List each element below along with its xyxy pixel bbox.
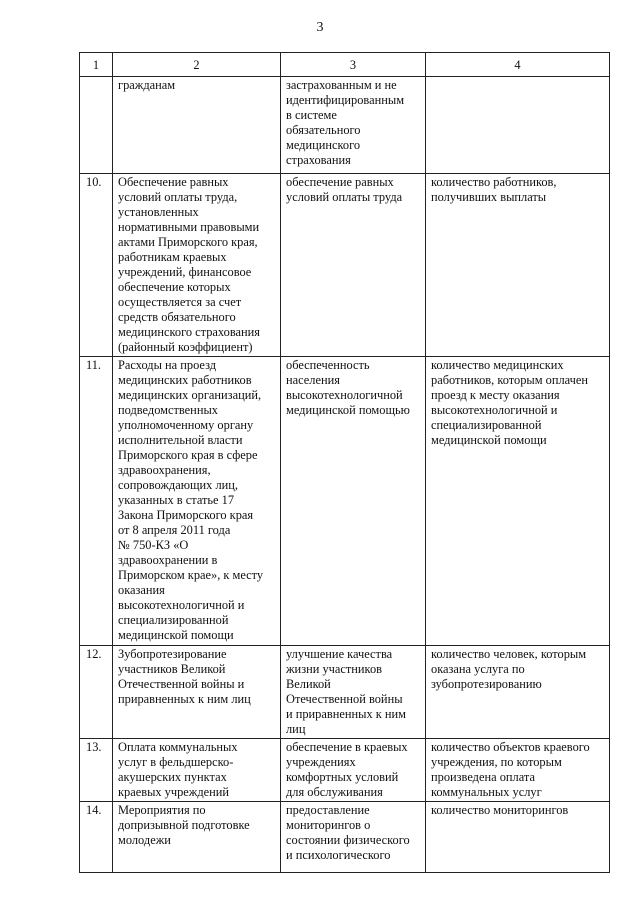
cell-text-line: № 750-КЗ «О bbox=[118, 538, 189, 552]
table-row bbox=[80, 174, 610, 357]
cell-text-line: состоянии физического bbox=[286, 833, 410, 847]
cell-text-line: Оплата коммунальных bbox=[118, 740, 238, 754]
cell-text-line: работников, которым оплачен bbox=[431, 373, 589, 387]
cell-c2 bbox=[113, 802, 281, 873]
cell-text-line: Закона Приморского края bbox=[118, 508, 254, 522]
cell-text-line: осуществляется за счет bbox=[118, 295, 242, 309]
header-col-3: 3 bbox=[281, 53, 426, 77]
cell-text-line: медицинской помощи bbox=[431, 433, 547, 447]
cell-c4 bbox=[426, 646, 610, 739]
cell-text-line: средств обязательного bbox=[118, 310, 236, 324]
cell-text-line: и приравненных к ним bbox=[286, 707, 406, 721]
cell-text-line: медицинского bbox=[286, 138, 361, 152]
cell-text-line: количество мониторингов bbox=[431, 803, 569, 817]
cell-text-line: Мероприятия по bbox=[118, 803, 206, 817]
cell-text-line: уполномоченному органу bbox=[118, 418, 254, 432]
cell-text-line: мониторингов о bbox=[286, 818, 371, 832]
header-col-1: 1 bbox=[80, 53, 113, 77]
cell-text-line: Обеспечение равных bbox=[118, 175, 229, 189]
cell-text-line: количество объектов краевого bbox=[431, 740, 590, 754]
cell-c3 bbox=[281, 174, 426, 357]
cell-text-line: медицинской помощи bbox=[118, 628, 234, 642]
row-number: 14. bbox=[80, 802, 113, 873]
cell-text-line: здравоохранения, bbox=[118, 463, 211, 477]
cell-text-line: проезд к месту оказания bbox=[431, 388, 560, 402]
cell-c3 bbox=[281, 357, 426, 646]
cell-text-line: получивших выплаты bbox=[431, 190, 547, 204]
cell-c3 bbox=[281, 802, 426, 873]
cell-text-line: произведена оплата bbox=[431, 770, 535, 784]
cell-text-line: высокотехнологичной и bbox=[431, 403, 558, 417]
cell-text-line: акушерских пунктах bbox=[118, 770, 227, 784]
cell-c4 bbox=[426, 357, 610, 646]
cell-text-line: условий оплаты труда bbox=[286, 190, 403, 204]
cell-text-line: количество человек, которым bbox=[431, 647, 587, 661]
cell-text-line: от 8 апреля 2011 года bbox=[118, 523, 231, 537]
cell-text-line: обязательного bbox=[286, 123, 361, 137]
cell-c4 bbox=[426, 739, 610, 802]
cell-c4 bbox=[426, 77, 610, 174]
cell-text-line: жизни участников bbox=[286, 662, 382, 676]
cell-text-line: допризывной подготовке bbox=[118, 818, 250, 832]
cell-text-line: Приморского края в сфере bbox=[118, 448, 258, 462]
cell-text-line: застрахованным и не bbox=[286, 78, 397, 92]
cell-text-line: участников Великой bbox=[118, 662, 226, 676]
document-table bbox=[79, 52, 610, 873]
cell-text-line: Отечественной войны и bbox=[118, 677, 245, 691]
cell-text-line: Зубопротезирование bbox=[118, 647, 227, 661]
cell-text-line: медицинского страхования bbox=[118, 325, 260, 339]
cell-text-line: сопровождающих лиц, bbox=[118, 478, 238, 492]
row-number: 11. bbox=[80, 357, 113, 646]
cell-text-line: зубопротезированию bbox=[431, 677, 542, 691]
table-row bbox=[80, 739, 610, 802]
cell-c2 bbox=[113, 77, 281, 174]
cell-c3 bbox=[281, 739, 426, 802]
cell-c4 bbox=[426, 802, 610, 873]
cell-text-line: оказана услуга по bbox=[431, 662, 525, 676]
cell-text-line: (районный коэффициент) bbox=[118, 340, 253, 354]
cell-c2 bbox=[113, 174, 281, 357]
cell-text-line: обеспечение в краевых bbox=[286, 740, 408, 754]
cell-text-line: лиц bbox=[286, 722, 306, 736]
cell-text-line: специализированной bbox=[431, 418, 542, 432]
cell-c4 bbox=[426, 174, 610, 357]
header-col-4: 4 bbox=[426, 53, 610, 77]
row-number: 10. bbox=[80, 174, 113, 357]
cell-text-line: идентифицированным bbox=[286, 93, 405, 107]
cell-text-line: услуг в фельдшерско- bbox=[118, 755, 234, 769]
cell-text-line: учреждений, финансовое bbox=[118, 265, 252, 279]
cell-text-line: и психологического bbox=[286, 848, 391, 862]
cell-text-line: молодежи bbox=[118, 833, 171, 847]
cell-text-line: обеспеченность bbox=[286, 358, 370, 372]
cell-text-line: работникам краевых bbox=[118, 250, 227, 264]
cell-text-line: исполнительной власти bbox=[118, 433, 243, 447]
cell-text-line: комфортных условий bbox=[286, 770, 399, 784]
cell-text-line: условий оплаты труда, bbox=[118, 190, 238, 204]
cell-text-line: количество работников, bbox=[431, 175, 557, 189]
cell-text-line: краевых учреждений bbox=[118, 785, 230, 799]
cell-text-line: медицинской помощью bbox=[286, 403, 410, 417]
cell-text-line: оказания bbox=[118, 583, 165, 597]
cell-text-line: гражданам bbox=[118, 78, 176, 92]
cell-c2 bbox=[113, 739, 281, 802]
cell-c3 bbox=[281, 77, 426, 174]
row-number bbox=[80, 77, 113, 174]
cell-text-line: высокотехнологичной и bbox=[118, 598, 245, 612]
cell-text-line: здравоохранении в bbox=[118, 553, 218, 567]
cell-text-line: количество медицинских bbox=[431, 358, 564, 372]
cell-text-line: актами Приморского края, bbox=[118, 235, 258, 249]
cell-text-line: Отечественной войны bbox=[286, 692, 403, 706]
cell-text-line: для обслуживания bbox=[286, 785, 383, 799]
cell-text-line: Расходы на проезд bbox=[118, 358, 217, 372]
cell-text-line: в системе bbox=[286, 108, 337, 122]
row-number: 13. bbox=[80, 739, 113, 802]
table-header-row bbox=[80, 53, 610, 77]
cell-text-line: установленных bbox=[118, 205, 199, 219]
row-number: 12. bbox=[80, 646, 113, 739]
cell-text-line: коммунальных услуг bbox=[431, 785, 542, 799]
header-col-2: 2 bbox=[113, 53, 281, 77]
table-body bbox=[80, 77, 610, 873]
cell-c2 bbox=[113, 646, 281, 739]
cell-text-line: медицинских организаций, bbox=[118, 388, 262, 402]
cell-text-line: учреждениях bbox=[286, 755, 356, 769]
cell-text-line: улучшение качества bbox=[286, 647, 393, 661]
cell-c3 bbox=[281, 646, 426, 739]
cell-text-line: учреждения, по которым bbox=[431, 755, 562, 769]
cell-text-line: медицинских работников bbox=[118, 373, 252, 387]
cell-text-line: предоставление bbox=[286, 803, 370, 817]
table-row bbox=[80, 357, 610, 646]
cell-text-line: специализированной bbox=[118, 613, 229, 627]
table-row bbox=[80, 802, 610, 873]
table-row bbox=[80, 77, 610, 174]
cell-text-line: приравненных к ним лиц bbox=[118, 692, 251, 706]
cell-text-line: подведомственных bbox=[118, 403, 218, 417]
table-row bbox=[80, 646, 610, 739]
cell-text-line: высокотехнологичной bbox=[286, 388, 403, 402]
cell-text-line: Великой bbox=[286, 677, 331, 691]
cell-text-line: страхования bbox=[286, 153, 351, 167]
cell-text-line: обеспечение которых bbox=[118, 280, 231, 294]
cell-c2 bbox=[113, 357, 281, 646]
page-number: 3 bbox=[316, 20, 324, 35]
cell-text-line: указанных в статье 17 bbox=[118, 493, 235, 507]
cell-text-line: нормативными правовыми bbox=[118, 220, 260, 234]
cell-text-line: населения bbox=[286, 373, 340, 387]
cell-text-line: обеспечение равных bbox=[286, 175, 394, 189]
cell-text-line: Приморском крае», к месту bbox=[118, 568, 264, 582]
